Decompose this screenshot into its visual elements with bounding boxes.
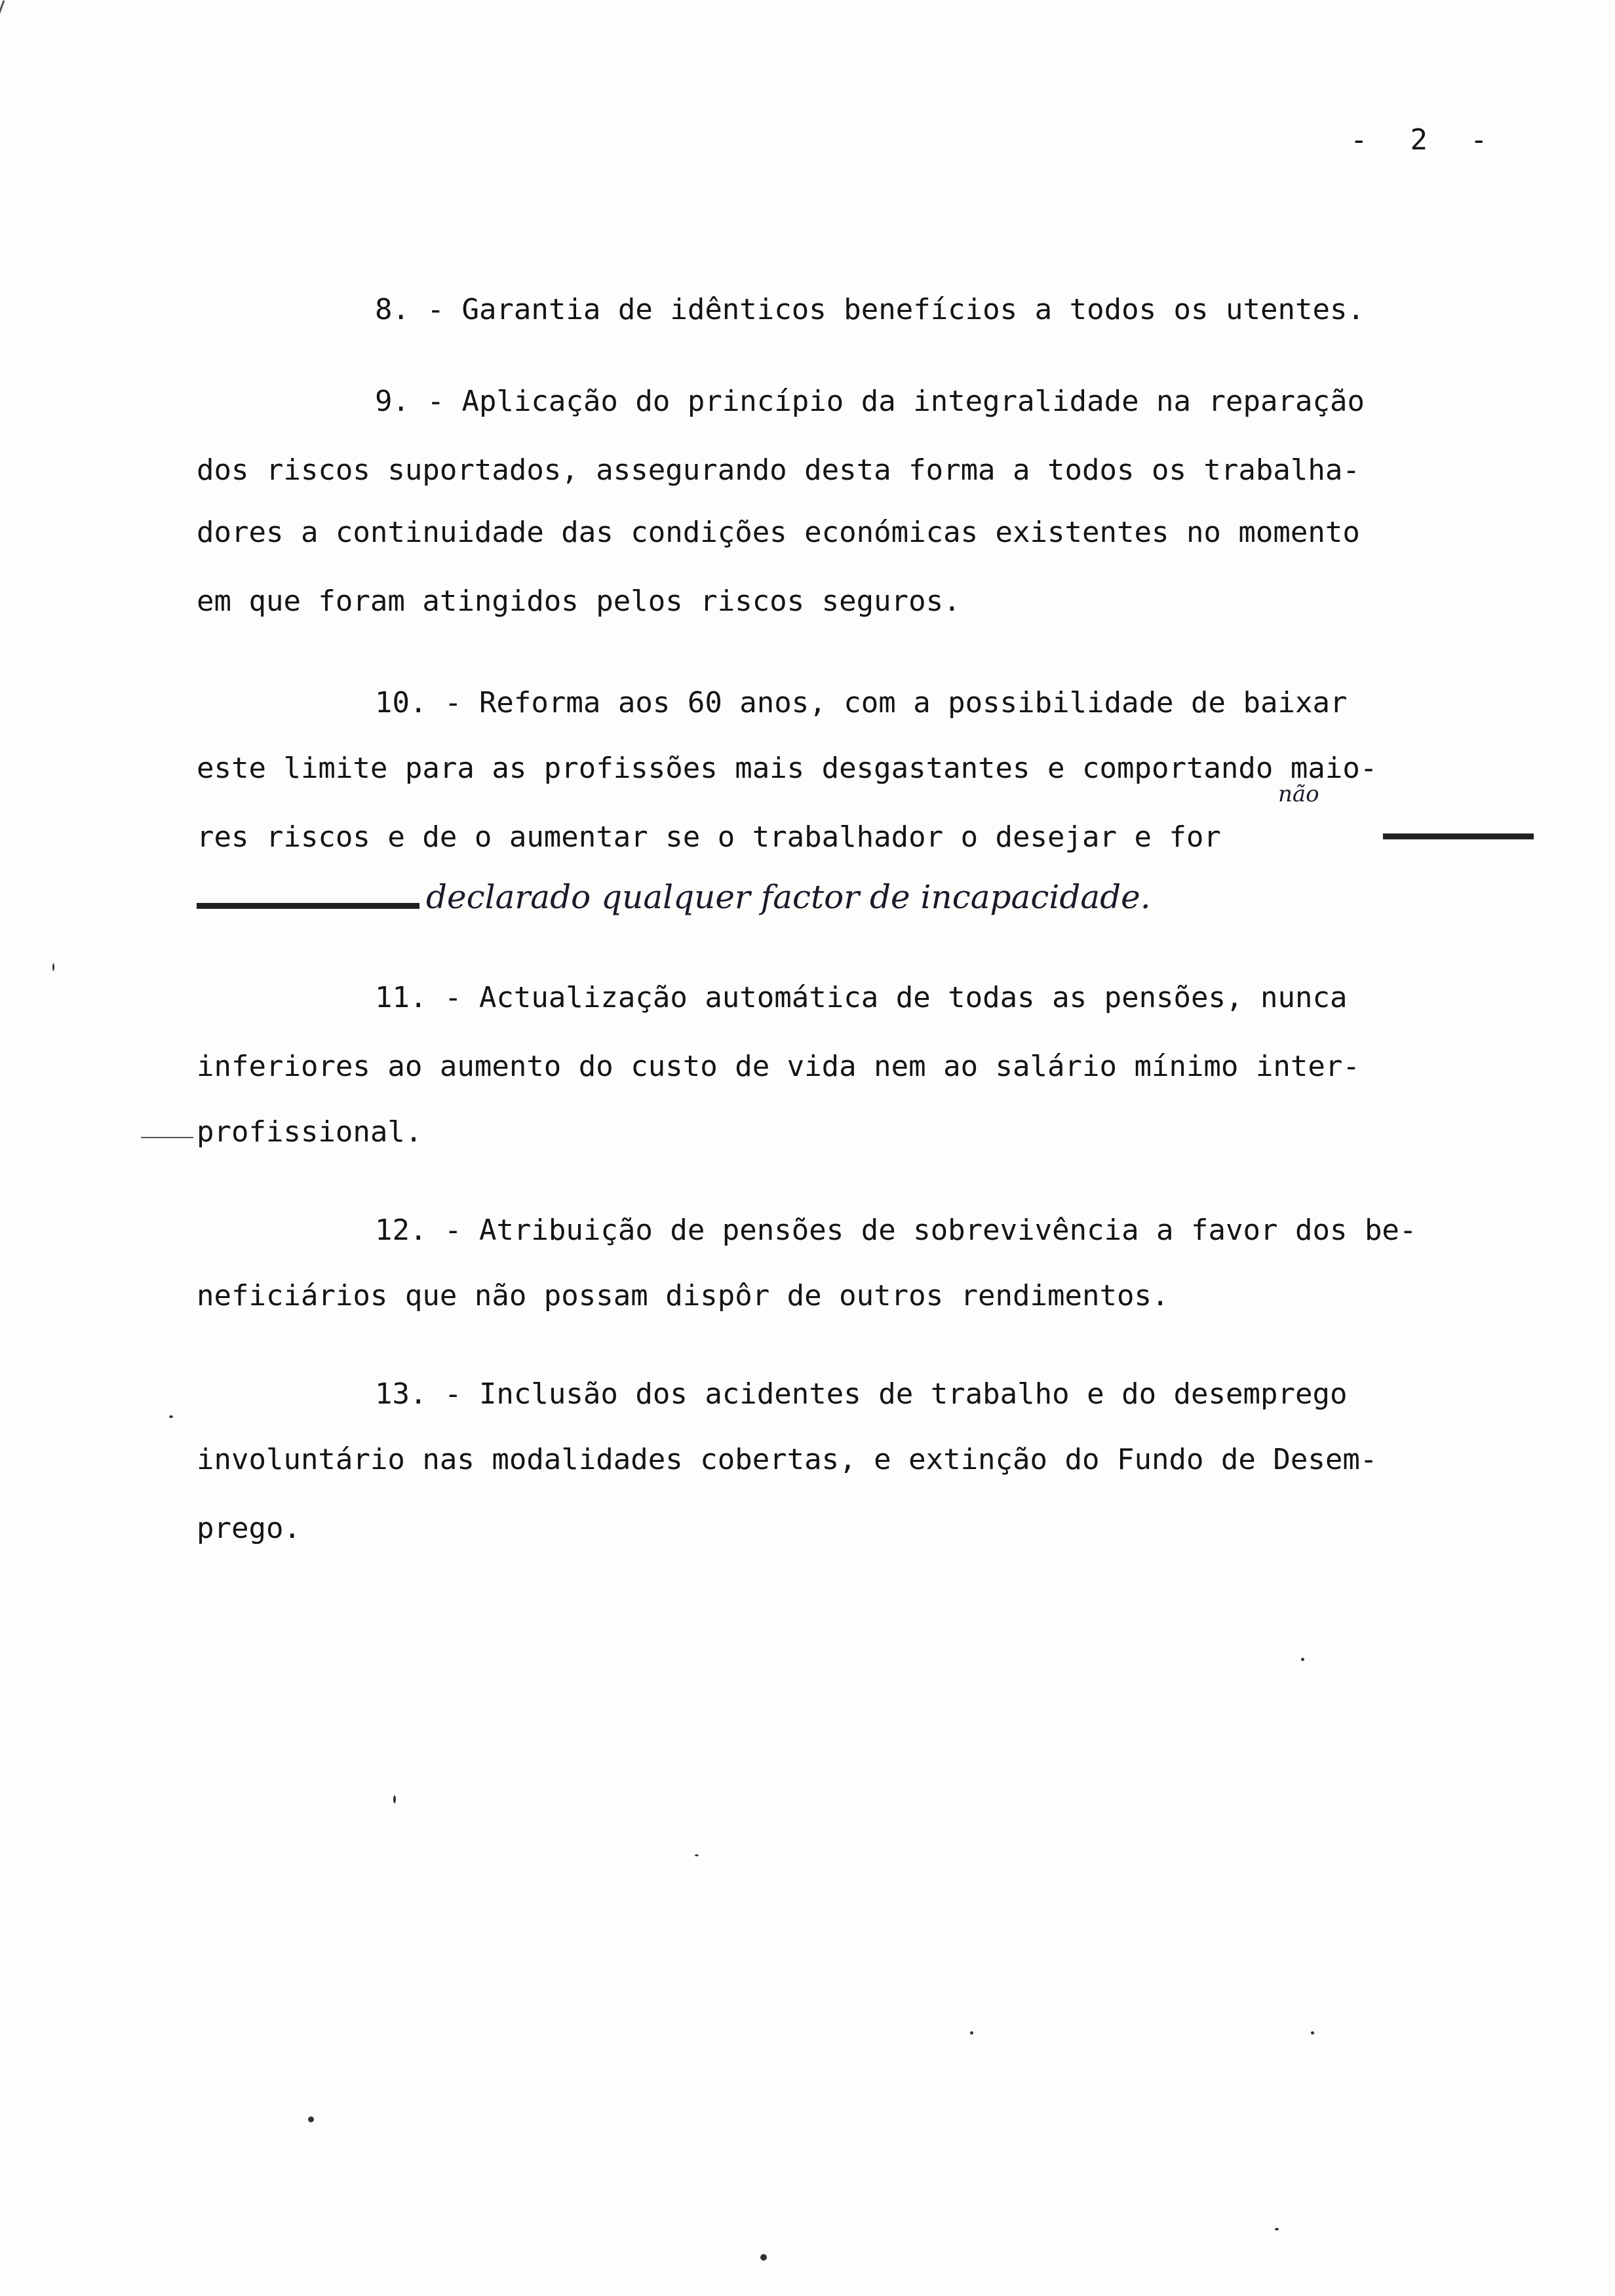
scan-artifact	[169, 1415, 173, 1418]
strikethrough-mark	[197, 903, 419, 909]
page-number: - 2 -	[1350, 123, 1490, 157]
scan-artifact	[0, 0, 5, 16]
item-9-line-2: dos riscos suportados, assegurando desta forma a todos os trabalha-	[197, 453, 1360, 487]
scan-artifact	[1275, 2228, 1279, 2230]
item-13-line-2: involuntário nas modalidades cobertas, e extinção do Fundo de Desem-	[197, 1443, 1378, 1476]
scan-artifact	[1301, 1658, 1304, 1661]
item-8-line-1: 8. - Garantia de idênticos benefícios a todos os utentes.	[375, 293, 1365, 326]
scan-artifact	[695, 1854, 699, 1856]
handwritten-line: declarado qualquer factor de incapacidade.	[426, 878, 1151, 916]
item-9-line-4: em que foram atingidos pelos riscos seguros.	[197, 584, 961, 618]
item-9-line-3: dores a continuidade das condições económicas existentes no momento	[197, 516, 1360, 549]
scan-artifact	[52, 963, 54, 971]
item-10-line-2: este limite para as profissões mais desgastantes e comportando maio-	[197, 752, 1378, 785]
handwritten-insert-nao: não	[1278, 781, 1319, 807]
item-10-line-1: 10. - Reforma aos 60 anos, com a possibilidade de baixar	[375, 686, 1348, 719]
item-11-line-2: inferiores ao aumento do custo de vida nem ao salário mínimo inter-	[197, 1050, 1360, 1083]
item-9-line-1: 9. - Aplicação do princípio da integralidade na reparação	[375, 385, 1365, 418]
item-11-line-3: profissional.	[197, 1115, 423, 1149]
strikethrough-mark	[1383, 833, 1534, 839]
item-13-line-1: 13. - Inclusão dos acidentes de trabalho e do desemprego	[375, 1377, 1348, 1411]
item-12-line-1: 12. - Atribuição de pensões de sobrevivência a favor dos be-	[375, 1214, 1417, 1247]
item-13-line-3: prego.	[197, 1512, 301, 1545]
scan-artifact	[970, 2031, 973, 2035]
scan-artifact	[308, 2116, 314, 2122]
scan-artifact	[393, 1795, 396, 1803]
item-12-line-2: neficiários que não possam dispôr de outros rendimentos.	[197, 1279, 1169, 1312]
scan-artifact	[760, 2254, 767, 2261]
item-11-line-1: 11. - Actualização automática de todas as pensões, nunca	[375, 981, 1348, 1014]
scan-artifact	[1311, 2031, 1314, 2035]
scan-artifact	[141, 1137, 193, 1138]
item-10-line-3: res riscos e de o aumentar se o trabalhador o desejar e for	[197, 820, 1221, 854]
